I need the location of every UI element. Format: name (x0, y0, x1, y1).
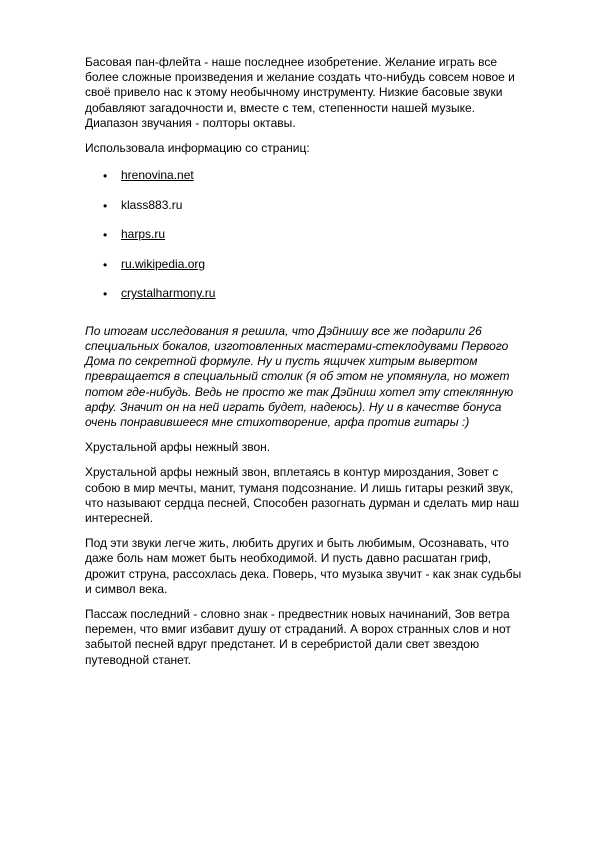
sources-intro: Использовала информацию со страниц: (85, 141, 310, 156)
list-item (85, 198, 525, 228)
bullet-icon: • (103, 287, 108, 302)
source-link-hrenovina[interactable]: hrenovina.net (121, 168, 194, 183)
bullet-icon: • (103, 169, 108, 184)
poem-title: Хрустальной арфы нежный звон. (85, 440, 271, 455)
intro-paragraph: Басовая пан-флейта - наше последнее изобретение. Желание играть все более сложные произведения и желание создать что-нибудь совсем новое и своё привело нас к этому необычному инструменту. Низкие басовые звуки добавляют загадочности и, вместе с тем, степенности нашей музыке. Диапазон звучания - полторы октавы. (85, 55, 515, 130)
bullet-icon: • (103, 257, 108, 272)
sources-list (85, 168, 525, 316)
source-link-harps[interactable]: harps.ru (121, 227, 166, 242)
research-conclusion-paragraph: По итогам исследования я решила, что Дэйнишу все же подарили 26 специальных бокалов, изготовленных мастерами-стеклодувами Первого Дома по секретной формуле. Ну и пусть ящичек хитрым вывертом превращается в специальный столик (я об этом не упомянула, но может потом где-нибудь. Ведь не просто же так Дэйниш хотел эту стеклянную арфу. Значит он на ней играть будет, надеюсь). Ну и в качестве бонуса очень понравившееся мне стихотворение, арфа против гитары :) (85, 323, 514, 429)
poem-stanza-3: Пассаж последний - словно знак - предвестник новых начинаний, Зов ветра перемен, что вмиг избавит душу от страданий. А ворох странных слов и нот забытой песней вдруг предстанет. И в серебристой дали свет звездою путеводной станет. (85, 606, 511, 667)
list-item (85, 227, 525, 257)
source-link-crystalharmony[interactable]: crystalharmony.ru (121, 286, 216, 301)
bullet-icon: • (103, 198, 108, 213)
list-item (85, 168, 525, 198)
list-item (85, 286, 525, 316)
list-item (85, 257, 525, 287)
bullet-icon: • (103, 228, 108, 243)
document-page (85, 55, 525, 678)
source-link-wikipedia[interactable]: ru.wikipedia.org (121, 256, 206, 271)
poem-stanza-1: Хрустальной арфы нежный звон, вплетаясь в контур мироздания, Зовет с собою в мир мечты, манит, туманя подсознание. И лишь гитары резкий звук, что называют сердца песней, Способен разогнать дурман и сделать мир наш интересней. (85, 465, 520, 525)
poem-stanza-2: Под эти звуки легче жить, любить других и быть любимым, Осознавать, что даже боль нам может быть необходимой. И пусть давно расшатан гриф, дрожит струна, рассохлась дека. Поверь, что музыка звучит - как знак судьбы и символ века. (85, 536, 522, 596)
source-text-klass883: klass883.ru (121, 197, 183, 212)
